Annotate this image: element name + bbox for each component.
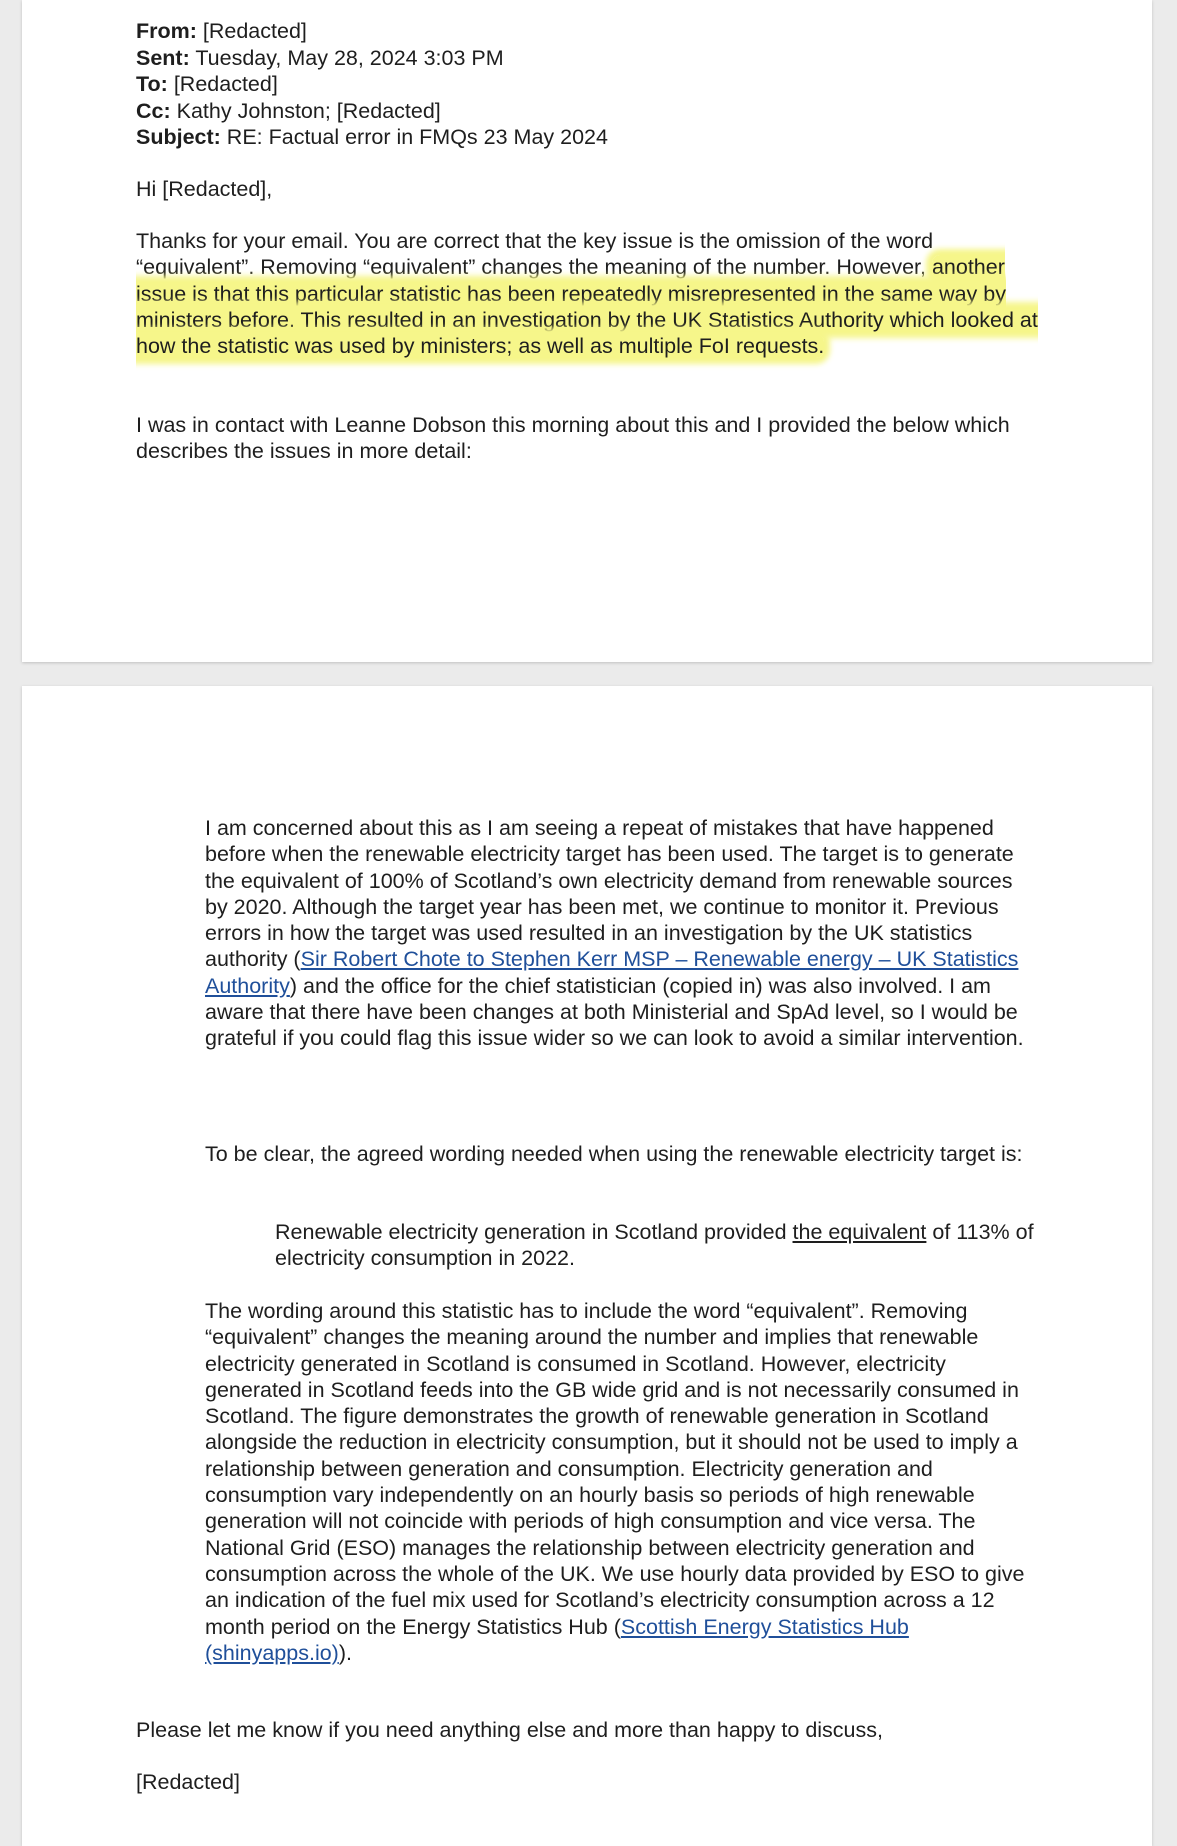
sent-label: Sent: — [136, 45, 190, 70]
highlighted-text: another issue is that this particular statistic has been repeatedly misrepresented in the same way by ministers before. This resulted in an investigation by the UK Statistics Authority which looked at how the statistic was used by ministers; as well as multiple FoI requests. — [136, 255, 1038, 359]
quoted-concern-text-end: ) and the office for the chief statistician (copied in) was also involved. I am aware that there have been changes at both Ministerial and SpAd level, so I would be grateful if you could flag this issue wider so we can look to avoid a similar intervention. — [205, 973, 1024, 1051]
uksa-letter-link[interactable]: Sir Robert Chote to Stephen Kerr MSP – Renewable energy – UK Statistics Authority — [205, 947, 1019, 998]
to-label: To: — [136, 72, 168, 96]
cc-value: Kathy Johnston; [Redacted] — [170, 98, 441, 123]
to-line — [136, 71, 608, 98]
email-header — [136, 18, 608, 151]
closing-line: Please let me know if you need anything else and more than happy to discuss, — [136, 1718, 883, 1742]
greeting: Hi [Redacted], — [136, 177, 273, 201]
to-value: [Redacted] — [167, 72, 278, 96]
from-label: From: — [136, 19, 197, 43]
agreed-wording-quote — [275, 1219, 1035, 1272]
energy-stats-hub-link[interactable]: Scottish Energy Statistics Hub (shinyapps.io) — [205, 1614, 909, 1665]
paragraph-reply-text: Thanks for your email. You are correct that the key issue is the omission of the word “equivalent”. Removing “equivalent” changes the meaning of the number. However, — [136, 229, 934, 280]
sent-line — [136, 45, 608, 72]
paragraph-context: I was in contact with Leanne Dobson this morning about this and I provided the below which describes the issues in more detail: — [136, 413, 1010, 464]
quoted-paragraph-concern — [205, 815, 1025, 1052]
subject-value: RE: Factual error in FMQs 23 May 2024 — [220, 125, 608, 149]
paragraph-reply — [136, 228, 1046, 359]
cc-label: Cc: — [136, 98, 171, 123]
quoted-paragraph-explanation — [205, 1298, 1035, 1666]
cc-line — [136, 98, 608, 125]
subject-label: Subject: — [136, 125, 221, 149]
sent-value: Tuesday, May 28, 2024 3:03 PM — [189, 45, 504, 70]
quoted-concern-text: I am concerned about this as I am seeing a repeat of mistakes that have happened before when the renewable electricity target has been used. The target is to generate the equivalent of 100% of Scotland’s own electricity demand from renewable sources by 2020. Although the target year has been met, we continue to monitor it. Previous errors in how the target was used resulted in an investigation by the UK statistics authority ( — [205, 816, 1014, 972]
explanation-text-end: ). — [338, 1640, 352, 1665]
subject-line — [136, 124, 608, 151]
from-line — [136, 18, 608, 45]
signature: [Redacted] — [136, 1770, 240, 1794]
quoted-paragraph-agreed-wording: To be clear, the agreed wording needed when using the renewable electricity target is: — [205, 1142, 1023, 1166]
agreed-wording-start: Renewable electricity generation in Scotland provided — [275, 1220, 793, 1244]
agreed-wording-underlined: the equivalent — [792, 1220, 927, 1244]
from-value: [Redacted] — [196, 19, 307, 43]
explanation-text: The wording around this statistic has to include the word “equivalent”. Removing “equivalent” changes the meaning around the number and implies that renewable electricity generated in Scotland is consumed in Scotland. However, electricity generated in Scotland feeds into the GB wide grid and is not necessarily consumed in Scotland. The figure demonstrates the growth of renewable generation in Scotland alongside the reduction in electricity consumption, but it should not be used to imply a relationship between generation and consumption. Electricity generation and consumption vary independently on an hourly basis so periods of high renewable generation will not coincide with periods of high consumption and vice versa. The National Grid (ESO) manages the relationship between electricity generation and consumption across the whole of the UK. We use hourly data provided by ESO to give an indication of the fuel mix used for Scotland’s electricity consumption across a 12 month period on the Energy Statistics Hub ( — [205, 1299, 1025, 1639]
agreed-wording-end: of 113% of electricity consumption in 2022. — [275, 1220, 1034, 1271]
